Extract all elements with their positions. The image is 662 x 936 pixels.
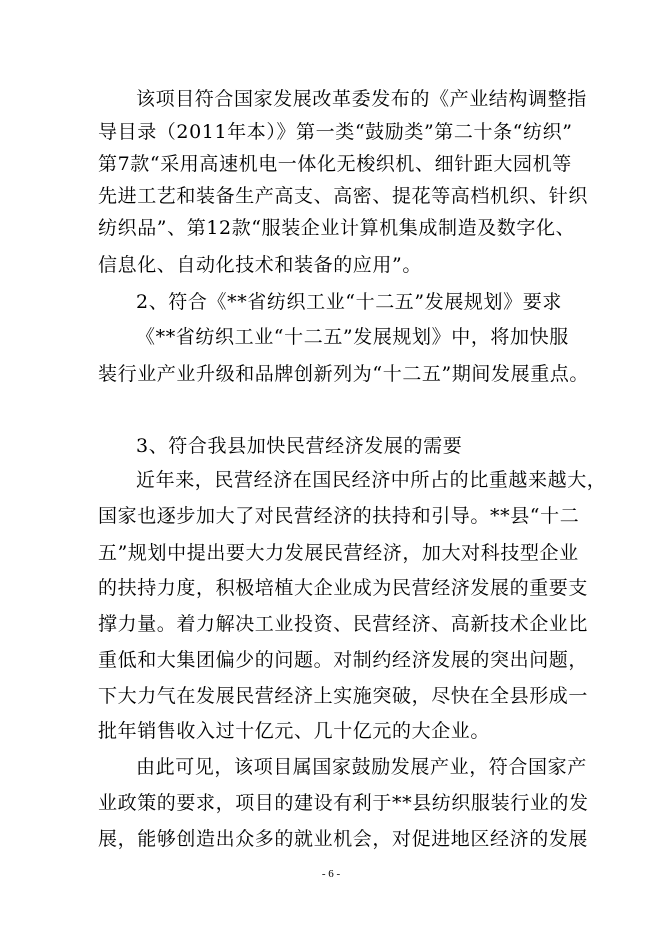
paragraph-line: 信息化、自动化技术和装备的应用”。 bbox=[98, 254, 422, 276]
paragraph-line: 的扶持力度，积极培植大企业成为民营经济发展的重要支 bbox=[98, 577, 589, 599]
paragraph-line: 重低和大集团偏少的问题。对制约经济发展的突出问题， bbox=[98, 649, 589, 671]
paragraph-line: 纺织品”、第12款“服装企业计算机集成制造及数字化、 bbox=[98, 217, 576, 239]
paragraph-line: 五”规划中提出要大力发展民营经济，加大对科技型企业 bbox=[98, 542, 579, 564]
paragraph-line: 先进工艺和装备生产高支、高密、提花等高档机织、针织 bbox=[98, 185, 589, 207]
paragraph-line: 国家也逐步加大了对民营经济的扶持和引导。**县“十二 bbox=[98, 505, 580, 527]
paragraph-line: 批年销售收入过十亿元、几十亿元的大企业。 bbox=[98, 720, 491, 742]
paragraph-line: 业政策的要求，项目的建设有利于**县纺织服装行业的发 bbox=[98, 792, 589, 814]
paragraph-line: 由此可见，该项目属国家鼓励发展产业，符合国家产 bbox=[136, 756, 587, 778]
paragraph-line: 导目录（2011年本）》第一类“鼓励类”第二十条“纺织” bbox=[98, 121, 573, 143]
section-heading: 2、符合《**省纺织工业“十二五”发展规划》要求 bbox=[136, 291, 562, 313]
paragraph-line: 展，能够创造出众多的就业机会，对促进地区经济的发展 bbox=[98, 828, 589, 850]
paragraph-line: 近年来，民营经济在国民经济中所占的比重越来越大， bbox=[136, 469, 607, 491]
paragraph-line: 该项目符合国家发展改革委发布的《产业结构调整指 bbox=[136, 88, 587, 110]
paragraph-line: 《**省纺织工业“十二五”发展规划》中，将加快服 bbox=[136, 326, 569, 348]
paragraph-line: 下大力气在发展民营经济上实施突破，尽快在全县形成一 bbox=[98, 685, 589, 707]
paragraph-line: 第7款“采用高速机电一体化无梭织机、细针距大园机等 bbox=[98, 153, 572, 175]
page-number: - 6 - bbox=[321, 868, 341, 880]
section-heading: 3、符合我县加快民营经济发展的需要 bbox=[136, 435, 463, 457]
paragraph-line: 撑力量。着力解决工业投资、民营经济、高新技术企业比 bbox=[98, 613, 589, 635]
paragraph-line: 装行业产业升级和品牌创新列为“十二五”期间发展重点。 bbox=[98, 363, 590, 385]
